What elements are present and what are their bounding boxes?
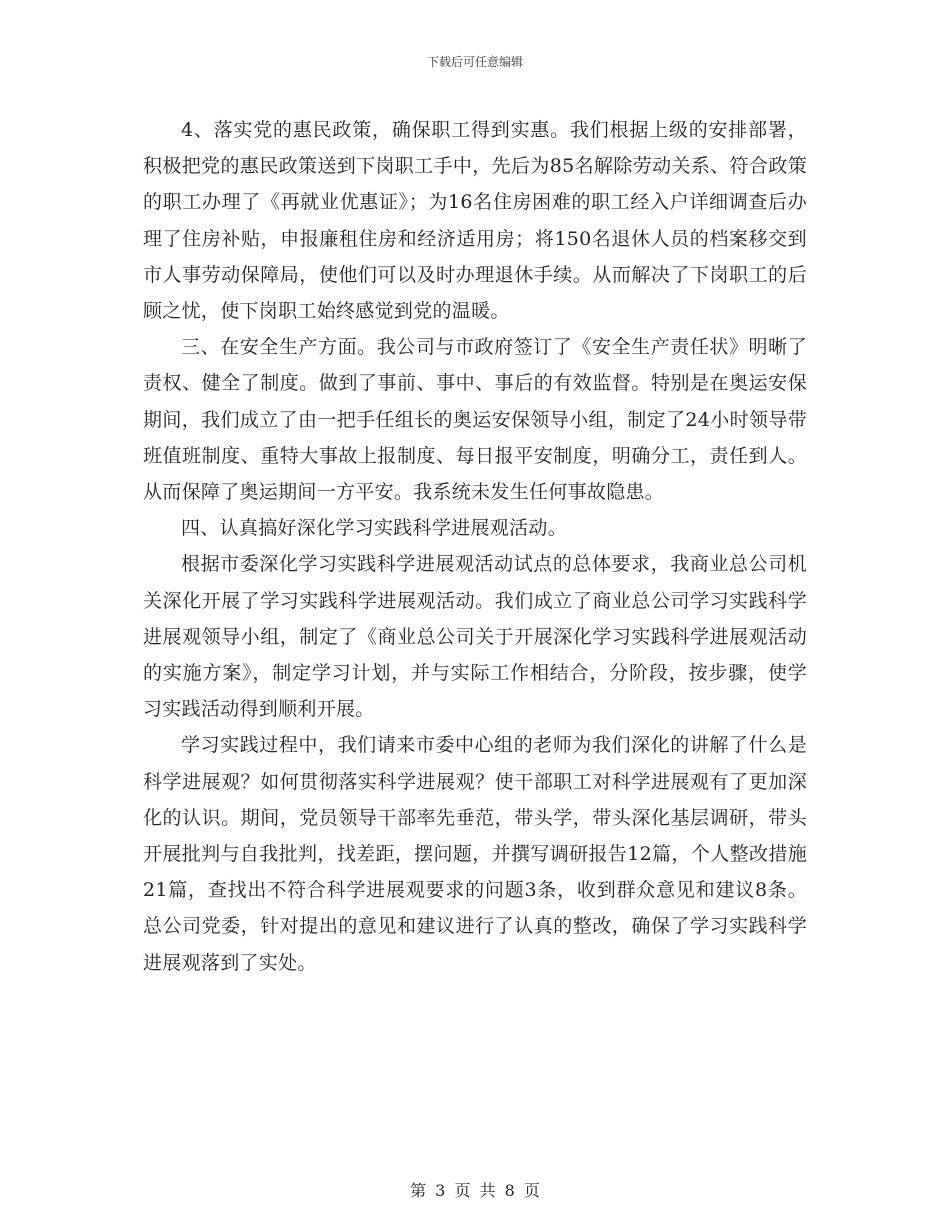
paragraph-study-process: 学习实践过程中，我们请来市委中心组的老师为我们深化的讲解了什么是科学进展观？如何贯彻落实科学进展观？使干部职工对科学进展观有了更加深化的认识。期间，党员领导干部率先垂范，带头学，带头深化基层调研，带头开展批判与自我批判，找差距，摆问题，并撰写调研报告12篇，个人整改措施21篇，查找出不符合科学进展观要求的问题3条，收到群众意见和建议8条。总公司党委，针对提出的意见和建议进行了认真的整改，确保了学习实践科学进展观落到了实处。 xyxy=(143,734,807,974)
page-header: 下载后可任意编辑 xyxy=(426,55,523,69)
document-body xyxy=(143,112,807,981)
paragraph-safety-production: 三、在安全生产方面。我公司与市政府签订了《安全生产责任状》明晰了责权、健全了制度。做到了事前、事中、事后的有效监督。特别是在奥运安保期间，我们成立了由一把手任组长的奥运安保领导小组，制定了24小时领导带班值班制度、重特大事故上报制度、每日报平安制度，明确分工，责任到人。从而保障了奥运期间一方平安。我系统未发生任何事故隐患。 xyxy=(143,336,807,504)
paragraph-study-activity: 根据市委深化学习实践科学进展观活动试点的总体要求，我商业总公司机关深化开展了学习实践科学进展观活动。我们成立了商业总公司学习实践科学进展观领导小组，制定了《商业总公司关于开展深化学习实践科学进展观活动的实施方案》，制定学习计划，并与实际工作相结合，分阶段，按步骤，使学习实践活动得到顺利开展。 xyxy=(143,553,807,721)
paragraph-section-heading: 四、认真搞好深化学习实践科学进展观活动。 xyxy=(181,517,568,540)
page-number: 第 3 页 共 8 页 xyxy=(410,1181,540,1200)
paragraph-policy-benefits: 4、落实党的惠民政策，确保职工得到实惠。我们根据上级的安排部署，积极把党的惠民政策送到下岗职工手中，先后为85名解除劳动关系、符合政策的职工办理了《再就业优惠证》；为16名住房困难的职工经入户详细调查后办理了住房补贴，申报廉租住房和经济适用房；将150名退休人员的档案移交到市人事劳动保障局，使他们可以及时办理退休手续。从而解决了下岗职工的后顾之忧，使下岗职工始终感觉到党的温暖。 xyxy=(143,119,807,323)
